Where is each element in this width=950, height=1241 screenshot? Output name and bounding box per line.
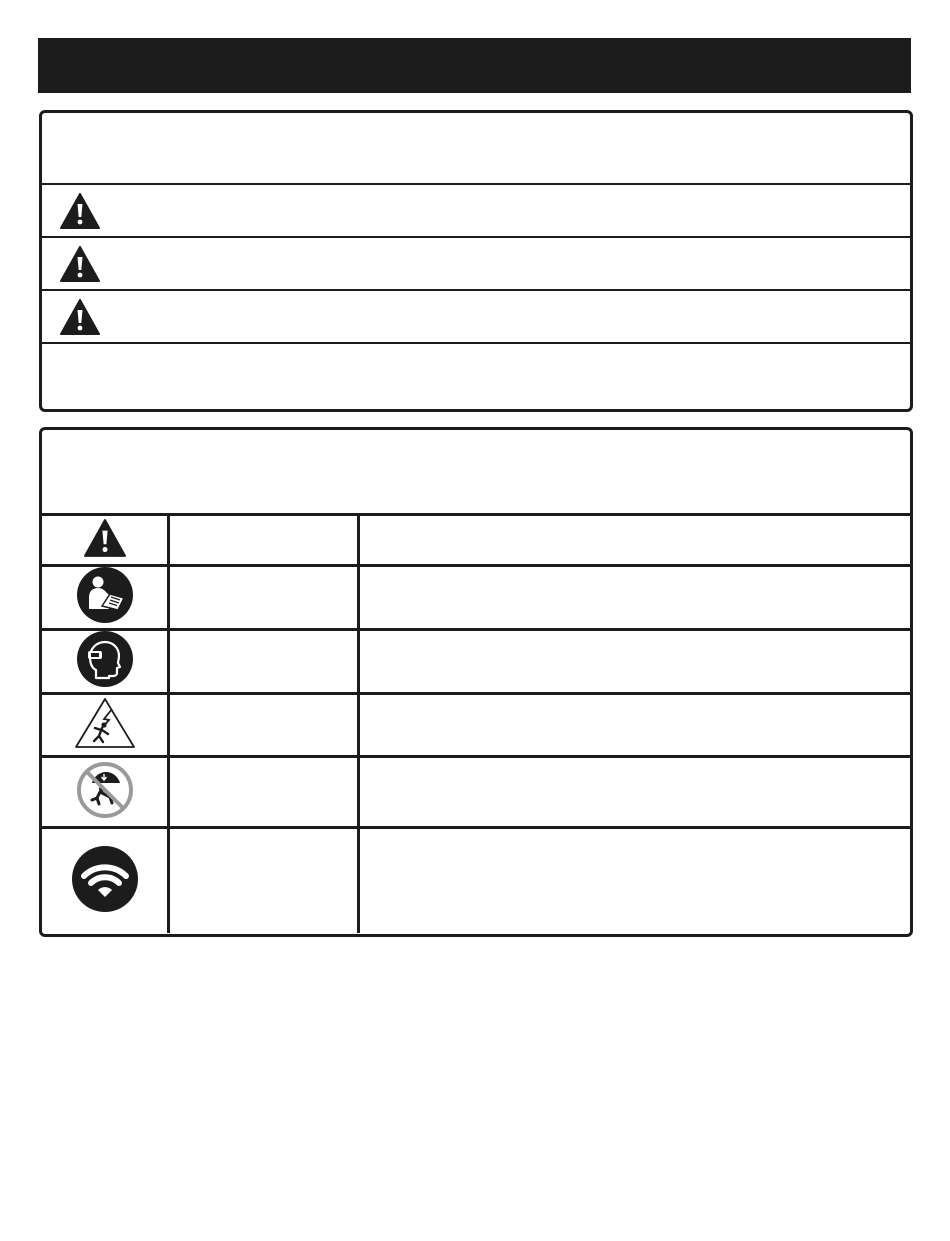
signal-word-row <box>42 291 910 344</box>
symbol-name <box>170 829 360 933</box>
symbol-row <box>42 516 910 567</box>
signal-words-intro <box>42 113 910 185</box>
electrocution-hazard-icon <box>74 697 136 754</box>
signal-words-box <box>39 110 913 412</box>
signal-word-row <box>42 185 910 238</box>
symbol-row <box>42 631 910 695</box>
symbol-icon-cell <box>42 829 170 933</box>
symbol-description <box>360 758 910 826</box>
notice-row <box>42 344 910 409</box>
falling-object-hazard-icon <box>76 761 134 824</box>
symbol-icon-cell <box>42 758 170 826</box>
symbol-icon-cell <box>42 516 170 564</box>
warning-triangle-icon <box>42 246 100 282</box>
symbols-intro <box>42 430 910 516</box>
symbol-icon-cell <box>42 631 170 692</box>
symbol-name <box>170 567 360 628</box>
symbol-row <box>42 758 910 829</box>
read-manual-icon <box>76 566 134 629</box>
symbol-icon-cell <box>42 695 170 755</box>
symbol-description <box>360 516 910 564</box>
signal-word-row <box>42 238 910 291</box>
symbol-description <box>360 631 910 692</box>
warning-triangle-icon <box>84 519 126 562</box>
symbol-name <box>170 695 360 755</box>
symbol-row <box>42 567 910 631</box>
symbol-row <box>42 695 910 758</box>
symbol-name <box>170 758 360 826</box>
warning-triangle-icon <box>42 299 100 335</box>
symbol-name <box>170 516 360 564</box>
symbols-box <box>39 427 913 937</box>
symbol-icon-cell <box>42 567 170 628</box>
symbol-name <box>170 631 360 692</box>
page-title-bar <box>38 38 911 93</box>
warning-triangle-icon <box>42 193 100 229</box>
wireless-icon <box>71 845 139 918</box>
symbol-description <box>360 695 910 755</box>
eye-protection-icon <box>76 630 134 693</box>
symbol-description <box>360 567 910 628</box>
symbol-description <box>360 829 910 933</box>
symbol-row <box>42 829 910 933</box>
